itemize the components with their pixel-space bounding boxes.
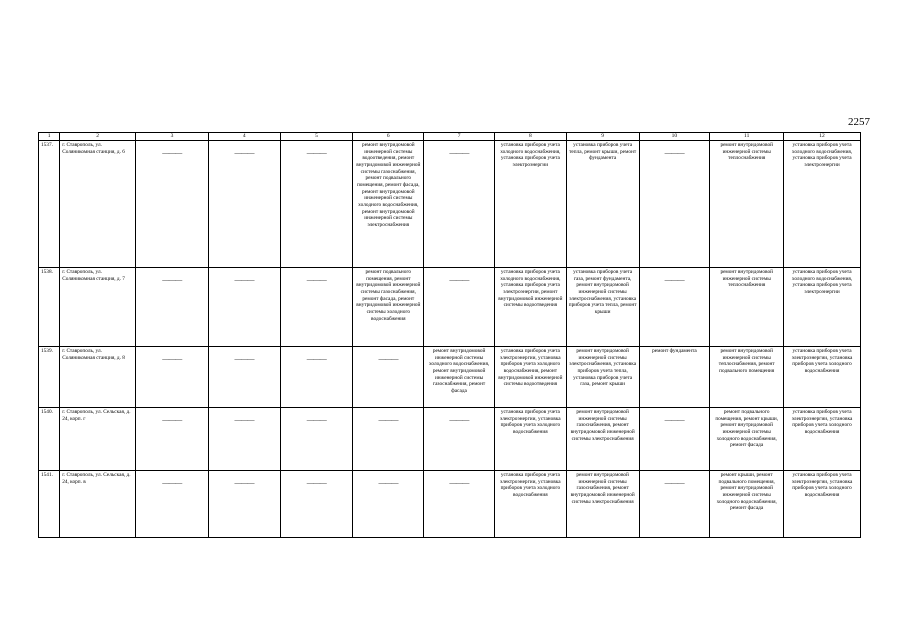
address-cell: г. Ставрополь, ул. Сельская, д. 24, корп. в bbox=[60, 471, 136, 538]
cell bbox=[424, 408, 495, 471]
dash-mark: ——— bbox=[449, 149, 469, 157]
column-header: 11 bbox=[710, 133, 784, 141]
cell: ремонт внутридомовой инженерной системы теплоснабжения bbox=[710, 141, 784, 268]
cell: ремонт внутридомовой инженерной системы теплоснабжения bbox=[710, 268, 784, 347]
cell: установка приборов учета электроэнергии, установка приборов учета холодного водоснабжения bbox=[494, 471, 566, 538]
row-number: 1540. bbox=[39, 408, 60, 471]
cell bbox=[208, 141, 280, 268]
cell bbox=[280, 268, 353, 347]
cell: установка приборов учета электроэнергии, установка приборов учета холодного водоснабжения bbox=[784, 471, 861, 538]
table-row bbox=[39, 268, 861, 347]
address-cell: г. Ставрополь, ул. Соляникомная станция, д. 8 bbox=[60, 347, 136, 408]
cell: установка приборов учета тепла, ремонт крыши, ремонт фундамента bbox=[566, 141, 639, 268]
cell: установка приборов учета холодного водоснабжения, установка приборов учета электроэнергии bbox=[784, 141, 861, 268]
cell bbox=[280, 471, 353, 538]
cell bbox=[136, 471, 209, 538]
dash-mark: ——— bbox=[162, 355, 182, 363]
cell: ремонт внутридомовой инженерной системы газоснабжения, ремонт внутридомовой инженерной системы электроснабжения bbox=[566, 471, 639, 538]
table-row bbox=[39, 347, 861, 408]
table-row bbox=[39, 408, 861, 471]
cell bbox=[136, 141, 209, 268]
cell: ремонт внутридомовой инженерной системы теплоснабжения, ремонт подвального помещения bbox=[710, 347, 784, 408]
cell bbox=[424, 471, 495, 538]
dash-mark: ——— bbox=[306, 355, 327, 363]
dash-mark: ——— bbox=[162, 479, 182, 487]
row-number: 1541. bbox=[39, 471, 60, 538]
dash-mark: ——— bbox=[234, 276, 254, 284]
column-header: 2 bbox=[60, 133, 136, 141]
cell: установка приборов учета электроэнергии, установка приборов учета холодного водоснабжения, ремонт внутридомовой инженерной системы водоотведения bbox=[494, 347, 566, 408]
dash-mark: ——— bbox=[234, 149, 254, 157]
row-number: 1539. bbox=[39, 347, 60, 408]
cell bbox=[353, 471, 424, 538]
cell: установка приборов учета холодного водоснабжения, установка приборов учета электроэнергии bbox=[784, 268, 861, 347]
cell: установка приборов учета электроэнергии, установка приборов учета холодного водоснабжения bbox=[494, 408, 566, 471]
dash-mark: ——— bbox=[664, 149, 685, 157]
dash-mark: ——— bbox=[664, 276, 685, 284]
dash-mark: ——— bbox=[306, 479, 327, 487]
cell bbox=[208, 347, 280, 408]
column-number-row bbox=[39, 133, 861, 141]
address-cell: г. Ставрополь, ул. Соляникомная станция, д. 6 bbox=[60, 141, 136, 268]
table-row bbox=[39, 141, 861, 268]
cell: ремонт крыши, ремонт подвального помещения, ремонт внутридомовой инженерной системы холодного водоснабжения, ремонт фасада bbox=[710, 471, 784, 538]
cell: ремонт внутридомовой инженерной системы водоотведения, ремонт внутридомовой инженерной системы газоснабжения, ремонт подвального помещения, ремонт фасада, ремонт внутридомовой инженерной системы холодного водоснабжения, ремонт внутридомовой инженерной системы электроснабжения bbox=[353, 141, 424, 268]
dash-mark: ——— bbox=[234, 355, 254, 363]
cell: установка приборов учета холодного водоснабжения, установка приборов учета электроэнергии, ремонт внутридомовой инженерной системы водоотведения bbox=[494, 268, 566, 347]
row-number: 1537. bbox=[39, 141, 60, 268]
row-number: 1538. bbox=[39, 268, 60, 347]
cell bbox=[280, 408, 353, 471]
dash-mark: ——— bbox=[449, 479, 469, 487]
cell: ремонт подвального помещения, ремонт внутридомовой инженерной системы газоснабжения, ремонт фасада, ремонт внутридомовой инженерной системы холодного водоснабжения bbox=[353, 268, 424, 347]
cell bbox=[280, 347, 353, 408]
dash-mark: ——— bbox=[306, 276, 327, 284]
column-header: 12 bbox=[784, 133, 861, 141]
work-schedule-table bbox=[38, 132, 861, 538]
column-header: 6 bbox=[353, 133, 424, 141]
column-header: 9 bbox=[566, 133, 639, 141]
cell: установка приборов учета электроэнергии, установка приборов учета холодного водоснабжения bbox=[784, 408, 861, 471]
cell: ремонт внутридомовой инженерной системы электроснабжения, установка приборов учета тепла, установка приборов учета газа, ремонт крыши bbox=[566, 347, 639, 408]
dash-mark: ——— bbox=[234, 479, 254, 487]
column-header: 4 bbox=[208, 133, 280, 141]
column-header: 10 bbox=[639, 133, 710, 141]
cell bbox=[136, 268, 209, 347]
cell bbox=[208, 471, 280, 538]
dash-mark: ——— bbox=[449, 276, 469, 284]
column-header: 3 bbox=[136, 133, 209, 141]
cell: ремонт фундамента bbox=[639, 347, 710, 408]
page-number: 2257 bbox=[848, 116, 870, 128]
cell bbox=[424, 141, 495, 268]
cell bbox=[136, 408, 209, 471]
cell bbox=[353, 347, 424, 408]
dash-mark: ——— bbox=[162, 416, 182, 424]
dash-mark: ——— bbox=[306, 416, 327, 424]
dash-mark: ——— bbox=[162, 276, 182, 284]
dash-mark: ——— bbox=[306, 149, 327, 157]
cell bbox=[639, 471, 710, 538]
cell: ремонт внутридомовой инженерной системы газоснабжения, ремонт внутридомовой инженерной системы электроснабжения bbox=[566, 408, 639, 471]
cell bbox=[353, 408, 424, 471]
cell bbox=[280, 141, 353, 268]
dash-mark: ——— bbox=[664, 479, 685, 487]
cell bbox=[136, 347, 209, 408]
address-cell: г. Ставрополь, ул. Сельская, д. 24, корп. г bbox=[60, 408, 136, 471]
cell: установка приборов учета электроэнергии, установка приборов учета холодного водоснабжения bbox=[784, 347, 861, 408]
cell bbox=[208, 268, 280, 347]
cell: ремонт внутридомовой инженерной системы холодного водоснабжения, ремонт внутридомовой инженерной системы газоснабжения, ремонт фасада bbox=[424, 347, 495, 408]
cell bbox=[639, 268, 710, 347]
dash-mark: ——— bbox=[234, 416, 254, 424]
cell bbox=[208, 408, 280, 471]
column-header: 1 bbox=[39, 133, 60, 141]
dash-mark: ——— bbox=[162, 149, 182, 157]
cell: установка приборов учета холодного водоснабжения, установка приборов учета электроэнергии bbox=[494, 141, 566, 268]
address-cell: г. Ставрополь, ул. Соляникомная станция, д. 7 bbox=[60, 268, 136, 347]
cell: установка приборов учета газа, ремонт фундамента, ремонт внутридомовой инженерной системы электроснабжения, установка приборов учета тепла, ремонт крыши bbox=[566, 268, 639, 347]
dash-mark: ——— bbox=[378, 416, 399, 424]
dash-mark: ——— bbox=[378, 479, 399, 487]
column-header: 7 bbox=[424, 133, 495, 141]
dash-mark: ——— bbox=[449, 416, 469, 424]
column-header: 5 bbox=[280, 133, 353, 141]
cell: ремонт подвального помещения, ремонт крыши, ремонт внутридомовой инженерной системы холодного водоснабжения, ремонт фасада bbox=[710, 408, 784, 471]
column-header: 8 bbox=[494, 133, 566, 141]
table-row bbox=[39, 471, 861, 538]
cell bbox=[639, 141, 710, 268]
dash-mark: ——— bbox=[664, 416, 685, 424]
cell bbox=[639, 408, 710, 471]
cell bbox=[424, 268, 495, 347]
dash-mark: ——— bbox=[378, 355, 399, 363]
